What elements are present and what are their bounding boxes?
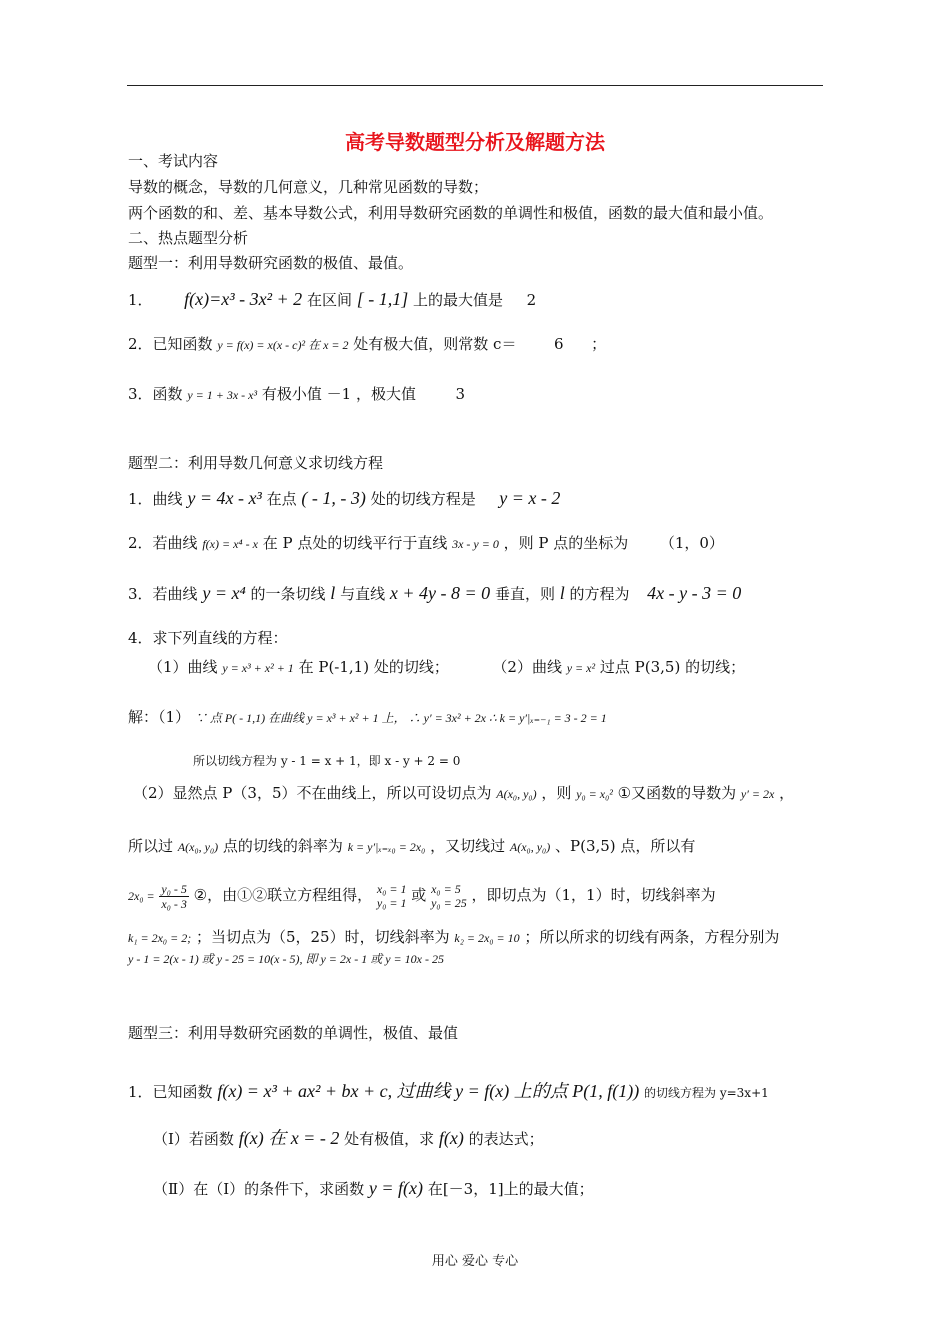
text: 有极小值 －1 ，极大值 [261,385,416,403]
text: 所以过 [128,837,174,855]
text: 的方程为 [569,585,630,603]
formula: l [559,583,565,603]
answer: 2 [526,291,537,309]
text: 的表达式； [468,1130,544,1148]
system-2 [431,882,467,910]
text: 在 P 点处的切线平行于直线 [262,534,448,552]
formula: f(x)=x³ - 3x² + 2 [184,289,303,309]
text: 的切线方程为 y=3x+1 [644,1086,769,1100]
text: ， [779,784,795,802]
text: （1）曲线 [148,658,218,676]
system-eq: y₀ = 1 [376,896,407,910]
question-2-2 [128,533,724,554]
formula: y′ = 2x [740,787,775,801]
formula: ∵ 点 P( - 1,1) 在曲线 y = x³ + x² + 1 上， ∴ y′ = 3x² + 2x ∴ k = y′|ₓ₌₋₁ = 3 - 2 = 1 [194,711,607,725]
text: （Ⅰ）若函数 [153,1130,234,1148]
formula: y = x³ + x² + 1 [222,661,294,675]
formula: f(x) [438,1128,464,1148]
text: 在点 [266,490,297,508]
system-eq: x₀ = 1 [376,882,407,896]
question-number: 1． [128,291,153,309]
text: 点的切线的斜率为 [222,837,343,855]
type-heading-1: 题型一：利用导数研究函数的极值、最值。 [128,254,414,272]
text: 解：（1） [128,708,191,726]
formula: [ - 1,1] [356,289,409,309]
text: 3．函数 [128,385,183,403]
page-footer: 用心 爱心 专心 [431,1254,519,1269]
fraction [159,882,189,911]
solution-1-result [193,750,460,771]
section-heading-2: 二、热点题型分析 [128,229,249,247]
paragraph: 两个函数的和、差、基本导数公式，利用导数研究函数的单调性和极值，函数的最大值和最小值。 [128,204,774,222]
question-1-1 [128,289,536,310]
text: ①又函数的导数为 [617,784,737,802]
text: 3．若曲线 [128,585,198,603]
type-heading-2: 题型二：利用导数几何意义求切线方程 [128,454,384,472]
formula: k = y′|ₓ₌ₓ₀ = 2x₀ [347,840,426,854]
paragraph: 导数的概念，导数的几何意义，几种常见函数的导数； [128,178,489,196]
fraction-denominator: x₀ - 3 [161,896,187,911]
fraction-numerator: y₀ - 5 [161,881,187,896]
solution-2-line-1 [133,783,794,804]
text: 垂直，则 [494,585,555,603]
question-3-1 [128,1081,769,1103]
answer: y = x - 2 [499,488,561,508]
question-1-2 [128,334,606,355]
text: （Ⅱ）在（Ⅰ）的条件下，求函数 [153,1180,365,1198]
text: 在区间 [306,291,352,309]
question-3-1-part-2 [153,1178,594,1199]
system-eq: y₀ = 25 [431,896,467,910]
question-2-1 [128,488,560,509]
formula: y = 1 + 3x - x³ [187,388,258,402]
text: ，则 P 点的坐标为 [503,534,629,552]
text: 1．已知函数 [128,1083,213,1101]
formula: y = f(x) = x(x - c)² 在 x = 2 [217,338,349,352]
text: 的一条切线 [250,585,326,603]
text: 过点 P(3,5) 的切线； [599,658,746,676]
answer: （1，0） [659,534,724,552]
question-1-3 [128,384,465,405]
question-2-3 [128,583,741,604]
text: 与直线 [340,585,386,603]
system-1 [377,882,407,910]
formula: y = x⁴ [202,583,246,603]
page-title: 高考导数题型分析及解题方法 [345,130,605,154]
text: 在 P(-1,1) 处的切线； [298,658,449,676]
text: 上的最大值是 [413,291,504,309]
formula: k₁ = 2x₀ = 2; [128,931,192,945]
formula: ( - 1, - 3) [301,488,366,508]
header-rule [127,85,823,86]
text: ，又切线过 [430,837,506,855]
question-2-4: 4．求下列直线的方程： [128,629,288,647]
formula: 3x - y = 0 [452,537,499,551]
text: 、P(3,5) 点，所以有 [555,837,696,855]
text: ；当切点为（5，25）时，切线斜率为 [195,928,450,946]
answer: 3 [455,385,466,403]
formula: y = f(x) [368,1178,424,1198]
text: 处有极大值，则常数 c＝ [353,335,517,353]
text: 2．已知函数 [128,335,213,353]
text: 处的切线方程是 [370,490,476,508]
text: ②，由①②联立方程组得， [193,886,373,904]
question-2-4-parts [148,657,745,678]
text: ，则 [541,784,572,802]
formula: 2x₀ = [128,889,155,903]
text: ；所以所求的切线有两条，方程分别为 [524,928,780,946]
text: （2）曲线 [492,658,562,676]
text: ； [591,335,607,353]
formula: y = x² [566,661,596,675]
formula: x + 4y - 8 = 0 [389,583,491,603]
text: 处有极值，求 [344,1130,435,1148]
answer: 4x - y - 3 = 0 [647,583,742,603]
formula: A(x₀, y₀) [177,840,219,854]
formula: f(x) = x³ + ax² + bx + c, 过曲线 y = f(x) 上的点 P(1, f(1)) [217,1081,640,1101]
text: 或 [411,886,427,904]
answer: 6 [554,335,564,353]
text: 在[－3，1]上的最大值； [427,1180,594,1198]
section-heading-1: 一、考试内容 [128,152,219,170]
formula: f(x) = x⁴ - x [202,537,258,551]
formula: A(x₀, y₀) [496,787,537,801]
question-3-1-part-1 [153,1128,544,1149]
text: 2．若曲线 [128,534,198,552]
formula: k₂ = 2x₀ = 10 [454,931,520,945]
solution-2-line-3 [128,880,716,911]
solution-2-line-5 [128,948,444,969]
formula: l [330,583,336,603]
system-eq: x₀ = 5 [431,882,461,896]
formula: y₀ = x₀² [576,787,613,801]
formula: y - 1 = 2(x - 1) 或 y - 25 = 10(x - 5), 即 y = 2x - 1 或 y = 10x - 25 [128,952,444,966]
formula: 所以切线方程为 y - 1 = x + 1，即 x - y + 2 = 0 [193,754,461,768]
formula: y = 4x - x³ [187,488,262,508]
formula: f(x) 在 x = - 2 [238,1128,340,1148]
solution-2-line-2 [128,836,695,857]
text: 1．曲线 [128,490,183,508]
solution-1 [128,707,607,728]
text: ，即切点为（1，1）时，切线斜率为 [471,886,716,904]
type-heading-3: 题型三：利用导数研究函数的单调性，极值、最值 [128,1024,459,1042]
solution-2-line-4 [128,927,779,948]
text: （2）显然点 P（3，5）不在曲线上，所以可设切点为 [133,784,492,802]
formula: A(x₀, y₀) [509,840,551,854]
